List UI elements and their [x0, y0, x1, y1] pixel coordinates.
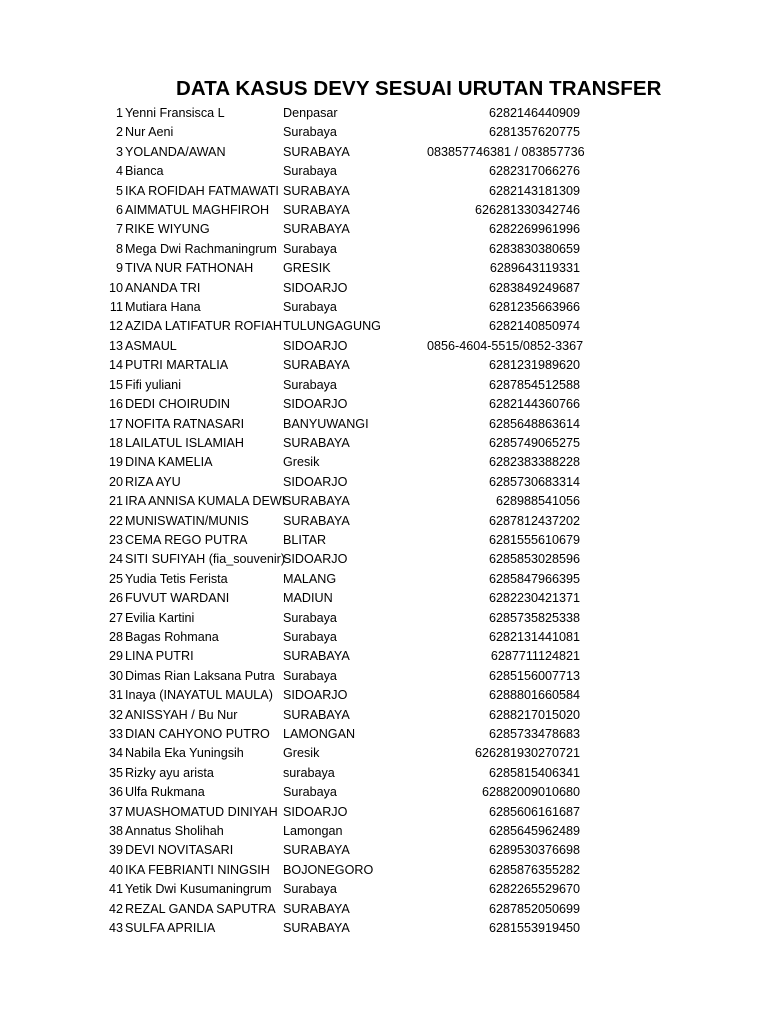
name-cell[interactable]: PUTRI MARTALIA [125, 358, 229, 373]
row-number-cell[interactable]: 24 [108, 552, 123, 567]
phone-cell[interactable]: 6288217015020 [488, 707, 580, 722]
row-number-cell[interactable]: 43 [108, 921, 123, 936]
row-number-cell[interactable]: 5 [115, 183, 123, 198]
phone-cell[interactable]: 6282140850974 [488, 319, 580, 334]
city-cell[interactable]: SURABAYA [283, 921, 350, 936]
phone-cell[interactable]: 6281357620775 [488, 125, 580, 140]
city-cell[interactable]: SURABAYA [283, 649, 350, 664]
row-number-cell[interactable]: 25 [108, 571, 123, 586]
table-row [0, 298, 768, 317]
phone-cell[interactable]: 6285156007713 [488, 668, 580, 683]
table-row [0, 919, 768, 938]
row-number-cell[interactable]: 36 [108, 785, 123, 800]
name-cell[interactable]: LINA PUTRI [125, 649, 194, 664]
table-row [0, 686, 768, 705]
phone-cell[interactable]: 626281330342746 [474, 203, 580, 218]
city-cell[interactable]: BANYUWANGI [283, 416, 369, 431]
data-table [0, 104, 768, 938]
row-number-cell[interactable]: 32 [108, 707, 123, 722]
name-cell[interactable]: FUVUT WARDANI [125, 591, 230, 606]
row-number-cell[interactable]: 40 [108, 862, 123, 877]
city-cell[interactable]: TULUNGAGUNG [283, 319, 381, 334]
name-cell[interactable]: Bianca [125, 164, 164, 179]
name-cell[interactable]: MUASHOMATUD DINIYAH [125, 804, 278, 819]
city-cell[interactable]: Gresik [283, 455, 320, 470]
row-number-cell[interactable]: 11 [109, 300, 123, 315]
phone-cell[interactable]: 6285648863614 [488, 416, 580, 431]
phone-cell[interactable]: 6285733478683 [488, 727, 580, 741]
phone-cell[interactable]: 6288801660584 [488, 688, 580, 703]
row-number-cell[interactable]: 39 [108, 843, 123, 858]
table-row [0, 356, 768, 375]
phone-cell[interactable]: 6282317066276 [488, 164, 580, 179]
table-row [0, 589, 768, 608]
name-cell[interactable]: REZAL GANDA SAPUTRA [125, 901, 276, 916]
phone-cell[interactable]: 6287711124821 [490, 649, 580, 664]
city-cell[interactable]: Surabaya [283, 125, 337, 140]
city-cell[interactable]: SURABAYA [283, 901, 350, 916]
city-cell[interactable]: BOJONEGORO [283, 862, 374, 877]
row-number-cell[interactable]: 3 [115, 144, 123, 159]
name-cell[interactable]: Yenni Fransisca L [125, 106, 225, 120]
table-row [0, 123, 768, 142]
row-number-cell[interactable]: 21 [108, 494, 123, 509]
phone-cell[interactable]: 6282146440909 [488, 106, 580, 120]
phone-cell[interactable]: 6285847966395 [488, 571, 580, 586]
table-row [0, 492, 768, 511]
row-number-cell[interactable]: 18 [108, 435, 123, 450]
table-row [0, 570, 768, 589]
row-number-cell[interactable]: 20 [108, 474, 123, 489]
table-row [0, 453, 768, 472]
city-cell[interactable]: Surabaya [283, 241, 337, 256]
phone-cell[interactable]: 6283849249687 [488, 280, 580, 295]
row-number-cell[interactable]: 19 [108, 455, 123, 470]
city-cell[interactable]: Surabaya [283, 629, 337, 644]
table-row [0, 725, 768, 744]
name-cell[interactable]: AZIDA LATIFATUR ROFIAH [125, 319, 282, 334]
city-cell[interactable]: SURABAYA [283, 435, 350, 450]
name-cell[interactable]: ANANDA TRI [125, 280, 201, 295]
table-row [0, 706, 768, 725]
table-row [0, 841, 768, 860]
phone-cell[interactable]: 6281553919450 [488, 921, 580, 936]
name-cell[interactable]: IKA FEBRIANTI NINGSIH [125, 862, 270, 877]
name-cell[interactable]: DEDI CHOIRUDIN [125, 397, 230, 412]
phone-cell[interactable]: 6282144360766 [488, 397, 580, 412]
city-cell[interactable]: Surabaya [283, 377, 337, 392]
city-cell[interactable]: Gresik [283, 746, 320, 761]
name-cell[interactable]: TIVA NUR FATHONAH [125, 261, 254, 276]
name-cell[interactable]: Mutiara Hana [125, 300, 201, 315]
table-row [0, 880, 768, 899]
name-cell[interactable]: AIMMATUL MAGHFIROH [125, 203, 270, 218]
table-row [0, 376, 768, 395]
phone-cell[interactable]: 6282383388228 [488, 455, 580, 470]
name-cell[interactable]: CEMA REGO PUTRA [125, 532, 248, 547]
name-cell[interactable]: SITI SUFIYAH (fia_souvenir) [125, 552, 286, 567]
name-cell[interactable]: LAILATUL ISLAMIAH [125, 435, 244, 450]
city-cell[interactable]: Surabaya [283, 882, 337, 897]
phone-cell[interactable]: 6285606161687 [488, 804, 580, 819]
table-row [0, 783, 768, 802]
table-row [0, 201, 768, 220]
table-row [0, 550, 768, 569]
table-row [0, 182, 768, 201]
name-cell[interactable]: IKA ROFIDAH FATMAWATI [125, 183, 279, 198]
row-number-cell[interactable]: 6 [115, 203, 123, 218]
table-row [0, 240, 768, 259]
city-cell[interactable]: MADIUN [283, 591, 333, 606]
phone-cell[interactable]: 083857746381 / 083857736 [427, 144, 585, 159]
city-cell[interactable]: SURABAYA [283, 222, 350, 237]
city-cell[interactable]: SURABAYA [283, 358, 350, 373]
city-cell[interactable]: BLITAR [283, 532, 327, 547]
row-number-cell[interactable]: 26 [108, 591, 123, 606]
name-cell[interactable]: ASMAUL [125, 338, 177, 353]
row-number-cell[interactable]: 30 [108, 668, 123, 683]
row-number-cell[interactable]: 2 [115, 125, 123, 140]
table-row [0, 473, 768, 492]
table-row [0, 279, 768, 298]
phone-cell[interactable]: 6285749065275 [488, 435, 580, 450]
table-row [0, 861, 768, 880]
city-cell[interactable]: GRESIK [283, 261, 331, 276]
row-number-cell[interactable]: 34 [108, 746, 123, 761]
row-number-cell[interactable]: 37 [108, 804, 123, 819]
row-number-cell[interactable]: 14 [108, 358, 123, 373]
table-row [0, 143, 768, 162]
row-number-cell[interactable]: 23 [108, 532, 123, 547]
city-cell[interactable]: Lamongan [283, 824, 343, 839]
row-number-cell[interactable]: 7 [115, 222, 123, 237]
table-row [0, 628, 768, 647]
city-cell[interactable]: SIDOARJO [283, 688, 348, 703]
row-number-cell[interactable]: 22 [108, 513, 123, 528]
page-title: DATA KASUS DEVY SESUAI URUTAN TRANSFER [176, 77, 662, 100]
table-row [0, 822, 768, 841]
table-row [0, 104, 768, 123]
row-number-cell[interactable]: 38 [108, 824, 123, 839]
phone-cell[interactable]: 6289643119331 [489, 261, 580, 276]
phone-cell[interactable]: 6282131441081 [488, 629, 580, 644]
city-cell[interactable]: SIDOARJO [283, 280, 348, 295]
name-cell[interactable]: ANISSYAH / Bu Nur [125, 707, 238, 722]
city-cell[interactable]: MALANG [283, 571, 337, 586]
city-cell[interactable]: SURABAYA [283, 203, 350, 218]
name-cell[interactable]: SULFA APRILIA [125, 921, 216, 936]
phone-cell[interactable]: 6282143181309 [488, 183, 580, 198]
phone-cell[interactable]: 6282269961996 [488, 222, 580, 237]
city-cell[interactable]: SURABAYA [283, 144, 350, 159]
city-cell[interactable]: SIDOARJO [283, 474, 348, 489]
row-number-cell[interactable]: 10 [108, 280, 123, 295]
table-row [0, 162, 768, 181]
name-cell[interactable]: DINA KAMELIA [125, 455, 213, 470]
city-cell[interactable]: SURABAYA [283, 183, 350, 198]
phone-cell[interactable]: 6281231989620 [488, 358, 580, 373]
name-cell[interactable]: Ulfa Rukmana [125, 785, 205, 800]
phone-cell[interactable]: 6282265529670 [488, 882, 580, 897]
row-number-cell[interactable]: 12 [108, 319, 123, 334]
phone-cell[interactable]: 6285876355282 [488, 862, 580, 877]
table-row [0, 434, 768, 453]
city-cell[interactable]: Surabaya [283, 785, 337, 800]
name-cell[interactable]: RIKE WIYUNG [125, 222, 210, 237]
table-row [0, 744, 768, 763]
city-cell[interactable]: SIDOARJO [283, 338, 348, 353]
name-cell[interactable]: Inaya (INAYATUL MAULA) [125, 688, 273, 703]
name-cell[interactable]: RIZA AYU [125, 474, 181, 489]
city-cell[interactable]: Surabaya [283, 668, 337, 683]
name-cell[interactable]: DEVI NOVITASARI [125, 843, 234, 858]
city-cell[interactable]: Surabaya [283, 164, 337, 179]
phone-cell[interactable]: 6285735825338 [488, 610, 580, 625]
row-number-cell[interactable]: 42 [108, 901, 123, 916]
row-number-cell[interactable]: 15 [108, 377, 123, 392]
table-row [0, 900, 768, 919]
city-cell[interactable]: SIDOARJO [283, 552, 348, 567]
row-number-cell[interactable]: 9 [115, 261, 123, 276]
table-row [0, 512, 768, 531]
row-number-cell[interactable]: 13 [108, 338, 123, 353]
name-cell[interactable]: Rizky ayu arista [125, 765, 214, 780]
name-cell[interactable]: Yetik Dwi Kusumaningrum [125, 882, 272, 897]
phone-cell[interactable]: 62882009010680 [481, 785, 580, 800]
name-cell[interactable]: Nur Aeni [125, 125, 174, 140]
city-cell[interactable]: SIDOARJO [283, 804, 348, 819]
phone-cell[interactable]: 6285730683314 [488, 474, 580, 489]
city-cell[interactable]: surabaya [283, 765, 335, 780]
table-row [0, 317, 768, 336]
table-row [0, 764, 768, 783]
phone-cell[interactable]: 6287852050699 [488, 901, 580, 916]
phone-cell[interactable]: 6281555610679 [488, 532, 580, 547]
row-number-cell[interactable]: 33 [108, 727, 123, 741]
city-cell[interactable]: Surabaya [283, 300, 337, 315]
city-cell[interactable]: SURABAYA [283, 707, 350, 722]
row-number-cell[interactable]: 28 [108, 629, 123, 644]
table-row [0, 337, 768, 356]
table-row [0, 220, 768, 239]
city-cell[interactable]: Denpasar [283, 106, 338, 120]
phone-cell[interactable]: 0856-4604-5515/0852-3367 [427, 338, 584, 353]
name-cell[interactable]: Fifi yuliani [125, 377, 181, 392]
city-cell[interactable]: SURABAYA [283, 513, 350, 528]
phone-cell[interactable]: 6285645962489 [488, 824, 580, 839]
table-row [0, 415, 768, 434]
name-cell[interactable]: Annatus Sholihah [125, 824, 224, 839]
table-row [0, 667, 768, 686]
phone-cell[interactable]: 6282230421371 [488, 591, 580, 606]
name-cell[interactable]: MUNISWATIN/MUNIS [125, 513, 249, 528]
city-cell[interactable]: SURABAYA [283, 843, 350, 858]
name-cell[interactable]: DIAN CAHYONO PUTRO [125, 727, 270, 741]
row-number-cell[interactable]: 31 [108, 688, 123, 703]
name-cell[interactable]: Mega Dwi Rachmaningrum [125, 241, 277, 256]
name-cell[interactable]: Evilia Kartini [125, 610, 195, 625]
city-cell[interactable]: SURABAYA [283, 494, 350, 509]
name-cell[interactable]: Nabila Eka Yuningsih [125, 746, 244, 761]
phone-cell[interactable]: 626281930270721 [474, 746, 580, 761]
city-cell[interactable]: Surabaya [283, 610, 337, 625]
row-number-cell[interactable]: 29 [108, 649, 123, 664]
name-cell[interactable]: Dimas Rian Laksana Putra [125, 668, 275, 683]
table-row [0, 531, 768, 550]
phone-cell[interactable]: 628988541056 [495, 494, 580, 509]
phone-cell[interactable]: 6285853028596 [488, 552, 580, 567]
phone-cell[interactable]: 6283830380659 [488, 241, 580, 256]
table-row [0, 647, 768, 666]
table-row [0, 609, 768, 628]
phone-cell[interactable]: 6287854512588 [488, 377, 580, 392]
city-cell[interactable]: SIDOARJO [283, 397, 348, 412]
table-row [0, 395, 768, 414]
table-row [0, 259, 768, 278]
row-number-cell[interactable]: 27 [108, 610, 123, 625]
row-number-cell[interactable]: 8 [115, 241, 123, 256]
name-cell[interactable]: YOLANDA/AWAN [125, 144, 226, 159]
row-number-cell[interactable]: 17 [108, 416, 123, 431]
name-cell[interactable]: NOFITA RATNASARI [125, 416, 245, 431]
phone-cell[interactable]: 6287812437202 [488, 513, 580, 528]
name-cell[interactable]: Yudia Tetis Ferista [125, 571, 228, 586]
name-cell[interactable]: IRA ANNISA KUMALA DEWI [125, 494, 286, 509]
row-number-cell[interactable]: 16 [108, 397, 123, 412]
row-number-cell[interactable]: 1 [115, 106, 123, 120]
title-cell[interactable] [176, 74, 662, 104]
phone-cell[interactable]: 6289530376698 [488, 843, 580, 858]
table-row [0, 803, 768, 822]
city-cell[interactable]: LAMONGAN [283, 727, 356, 741]
phone-cell[interactable]: 6285815406341 [488, 765, 580, 780]
name-cell[interactable]: Bagas Rohmana [125, 629, 219, 644]
row-number-cell[interactable]: 35 [108, 765, 123, 780]
row-number-cell[interactable]: 41 [108, 882, 123, 897]
phone-cell[interactable]: 6281235663966 [488, 300, 580, 315]
row-number-cell[interactable]: 4 [115, 164, 123, 179]
